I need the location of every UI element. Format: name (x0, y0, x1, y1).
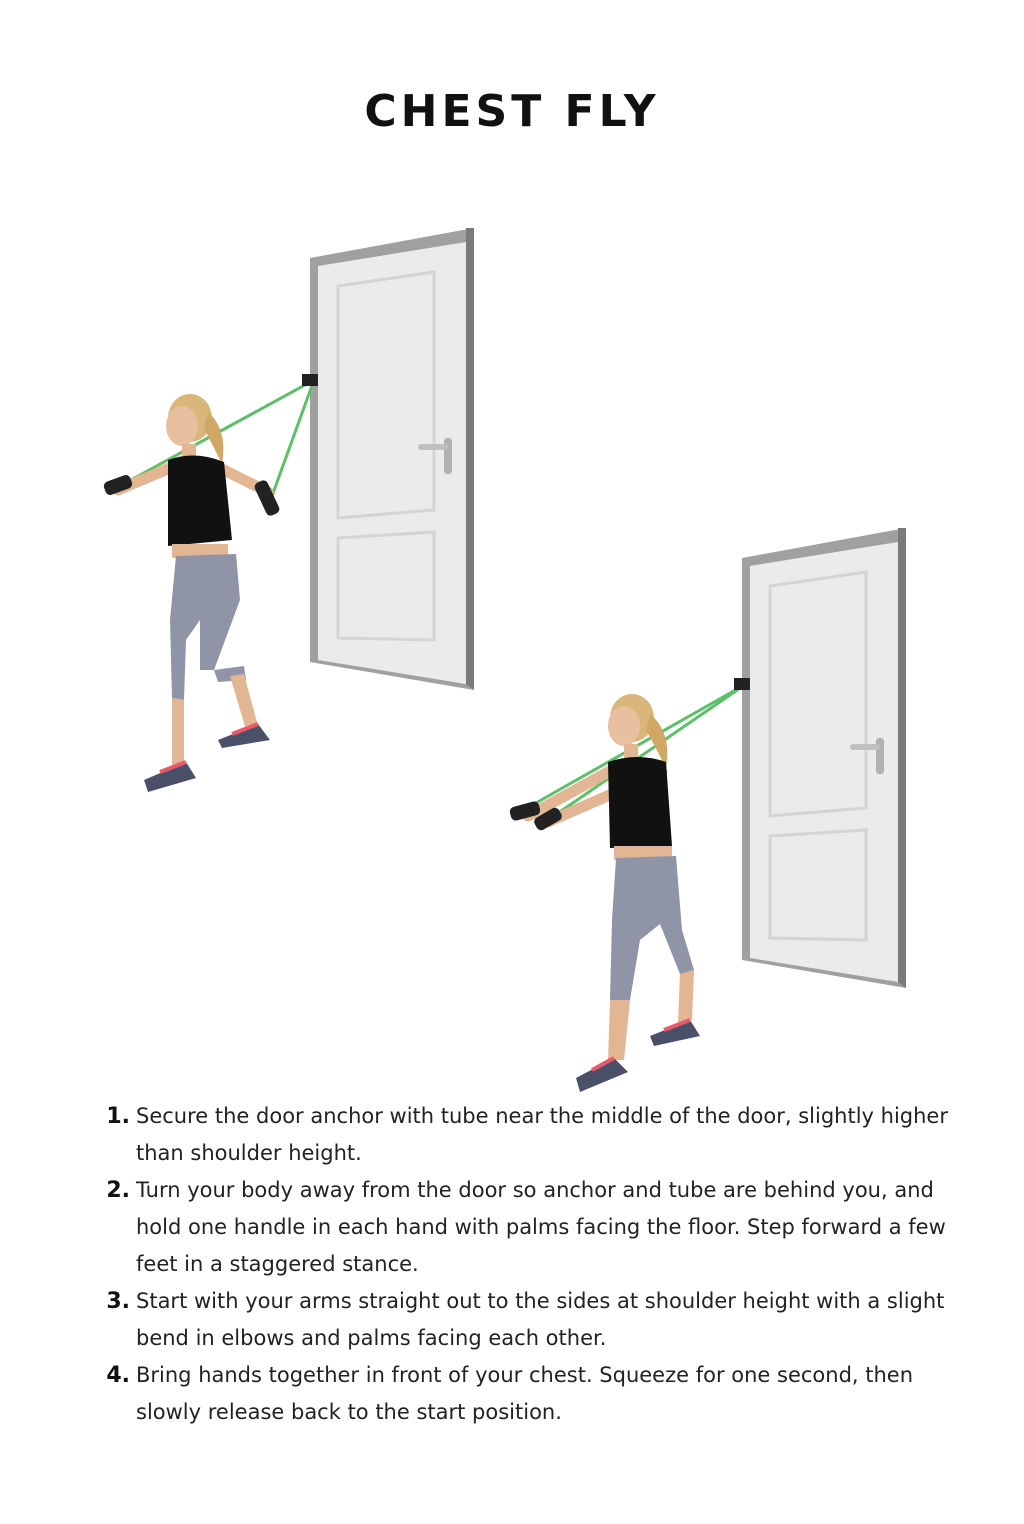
step-number: 2. (106, 1178, 130, 1203)
woman-arms-open-pose (102, 374, 318, 792)
step-item (90, 1283, 950, 1357)
step-text: Bring hands together in front of your chest. Squeeze for one second, then slowly release back to the start position. (136, 1363, 914, 1424)
step-text: Turn your body away from the door so anchor and tube are behind you, and hold one handle in each hand with palms facing the floor. Step forward a few feet in a staggered stance. (136, 1178, 946, 1276)
page-title: CHEST FLY (364, 86, 660, 137)
woman-arms-together-pose (509, 678, 750, 1092)
step-item (90, 1172, 950, 1283)
step-item (90, 1357, 950, 1431)
step-item (90, 1098, 950, 1172)
door-icon (742, 528, 906, 988)
door-icon (310, 228, 474, 690)
exercise-illustration-svg (0, 200, 1024, 1100)
instruction-steps (90, 1098, 950, 1431)
step-number: 1. (106, 1104, 130, 1129)
exercise-illustration (0, 200, 1024, 1100)
step-text: Secure the door anchor with tube near the middle of the door, slightly higher than shoulder height. (136, 1104, 948, 1165)
step-text: Start with your arms straight out to the sides at shoulder height with a slight bend in elbows and palms facing each other. (136, 1289, 945, 1350)
step-number: 3. (106, 1289, 130, 1314)
step-number: 4. (106, 1363, 130, 1388)
